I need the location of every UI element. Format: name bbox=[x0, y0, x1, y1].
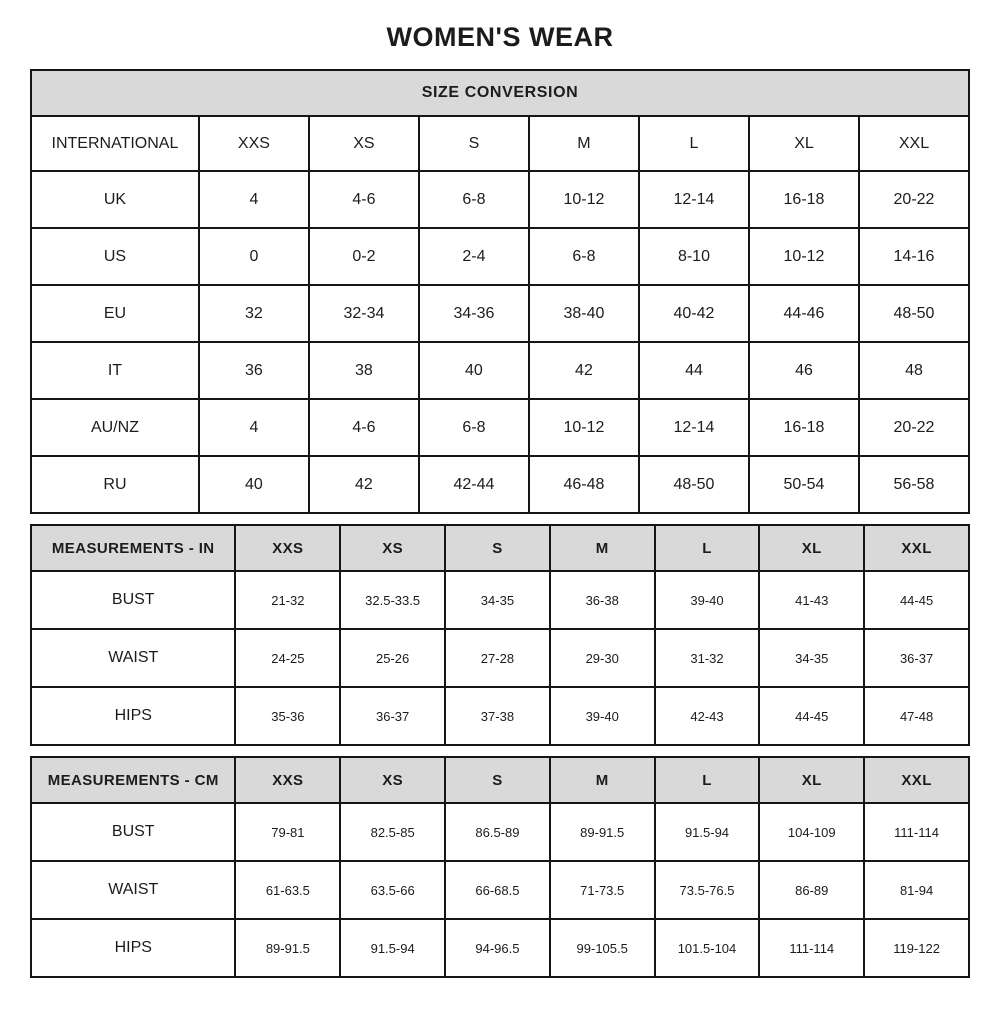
size-conversion-header-size-l: L bbox=[639, 116, 749, 171]
size-conversion-cell: 56-58 bbox=[859, 456, 969, 513]
measurements-in-cell: 21-32 bbox=[235, 571, 340, 629]
measurements-in-header-size-xxs: XXS bbox=[235, 525, 340, 571]
size-conversion-row-label: AU/NZ bbox=[31, 399, 199, 456]
measurements-in-cell: 41-43 bbox=[759, 571, 864, 629]
measurements-in-cell: 42-43 bbox=[655, 687, 760, 745]
table-row bbox=[31, 399, 969, 456]
size-conversion-header-row bbox=[31, 116, 969, 171]
measurements-cm-cell: 91.5-94 bbox=[340, 919, 445, 977]
size-conversion-cell: 16-18 bbox=[749, 399, 859, 456]
measurements-cm-header-size-s: S bbox=[445, 757, 550, 803]
measurements-cm-header-label: MEASUREMENTS - CM bbox=[31, 757, 235, 803]
measurements-cm-cell: 91.5-94 bbox=[655, 803, 760, 861]
size-conversion-row-label: IT bbox=[31, 342, 199, 399]
size-conversion-cell: 20-22 bbox=[859, 399, 969, 456]
size-conversion-cell: 0-2 bbox=[309, 228, 419, 285]
measurements-cm-header-size-xxs: XXS bbox=[235, 757, 340, 803]
table-row bbox=[31, 171, 969, 228]
measurements-in-cell: 36-37 bbox=[864, 629, 969, 687]
measurements-in-header-size-xxl: XXL bbox=[864, 525, 969, 571]
table-row bbox=[31, 687, 969, 745]
measurements-cm-cell: 89-91.5 bbox=[235, 919, 340, 977]
table-row bbox=[31, 456, 969, 513]
size-conversion-table bbox=[30, 69, 970, 514]
size-conversion-header-size-xxs: XXS bbox=[199, 116, 309, 171]
measurements-cm-cell: 79-81 bbox=[235, 803, 340, 861]
size-conversion-cell: 38 bbox=[309, 342, 419, 399]
measurements-in-cell: 29-30 bbox=[550, 629, 655, 687]
table-row bbox=[31, 861, 969, 919]
measurements-cm-cell: 99-105.5 bbox=[550, 919, 655, 977]
measurements-cm-header-size-xs: XS bbox=[340, 757, 445, 803]
size-conversion-cell: 34-36 bbox=[419, 285, 529, 342]
size-conversion-cell: 42 bbox=[309, 456, 419, 513]
measurements-cm-row-label: WAIST bbox=[31, 861, 235, 919]
measurements-cm-table bbox=[30, 756, 970, 978]
measurements-in-row-label: BUST bbox=[31, 571, 235, 629]
measurements-cm-header-size-xxl: XXL bbox=[864, 757, 969, 803]
measurements-in-header-size-m: M bbox=[550, 525, 655, 571]
page-title: WOMEN'S WEAR bbox=[386, 22, 614, 52]
table-row bbox=[31, 342, 969, 399]
measurements-in-cell: 34-35 bbox=[759, 629, 864, 687]
measurements-cm-cell: 104-109 bbox=[759, 803, 864, 861]
measurements-cm-cell: 89-91.5 bbox=[550, 803, 655, 861]
size-conversion-cell: 36 bbox=[199, 342, 309, 399]
measurements-in-header-label: MEASUREMENTS - IN bbox=[31, 525, 235, 571]
size-conversion-cell: 10-12 bbox=[529, 399, 639, 456]
size-conversion-cell: 6-8 bbox=[529, 228, 639, 285]
measurements-in-header-size-xl: XL bbox=[759, 525, 864, 571]
measurements-in-cell: 36-37 bbox=[340, 687, 445, 745]
table-row bbox=[31, 803, 969, 861]
measurements-cm-cell: 66-68.5 bbox=[445, 861, 550, 919]
measurements-in-cell: 36-38 bbox=[550, 571, 655, 629]
table-row bbox=[31, 919, 969, 977]
measurements-cm-cell: 73.5-76.5 bbox=[655, 861, 760, 919]
size-conversion-cell: 4 bbox=[199, 171, 309, 228]
measurements-cm-header-size-xl: XL bbox=[759, 757, 864, 803]
size-conversion-cell: 48 bbox=[859, 342, 969, 399]
measurements-cm-cell: 111-114 bbox=[759, 919, 864, 977]
size-conversion-cell: 32 bbox=[199, 285, 309, 342]
size-conversion-row-label: RU bbox=[31, 456, 199, 513]
size-conversion-cell: 32-34 bbox=[309, 285, 419, 342]
measurements-cm-header-size-l: L bbox=[655, 757, 760, 803]
size-conversion-cell: 48-50 bbox=[639, 456, 749, 513]
size-conversion-header-size-xl: XL bbox=[749, 116, 859, 171]
measurements-in-cell: 39-40 bbox=[550, 687, 655, 745]
size-conversion-row-label: US bbox=[31, 228, 199, 285]
measurements-cm-header-row bbox=[31, 757, 969, 803]
table-row bbox=[31, 285, 969, 342]
measurements-in-cell: 39-40 bbox=[655, 571, 760, 629]
measurements-in-table bbox=[30, 524, 970, 746]
measurements-in-cell: 44-45 bbox=[864, 571, 969, 629]
size-conversion-cell: 44-46 bbox=[749, 285, 859, 342]
size-conversion-cell: 2-4 bbox=[419, 228, 529, 285]
size-conversion-cell: 40 bbox=[419, 342, 529, 399]
measurements-in-cell: 32.5-33.5 bbox=[340, 571, 445, 629]
size-conversion-cell: 20-22 bbox=[859, 171, 969, 228]
measurements-in-cell: 31-32 bbox=[655, 629, 760, 687]
size-conversion-cell: 4-6 bbox=[309, 171, 419, 228]
measurements-cm-cell: 61-63.5 bbox=[235, 861, 340, 919]
table-row bbox=[31, 228, 969, 285]
size-conversion-cell: 46-48 bbox=[529, 456, 639, 513]
measurements-in-row-label: HIPS bbox=[31, 687, 235, 745]
measurements-cm-cell: 71-73.5 bbox=[550, 861, 655, 919]
size-conversion-cell: 48-50 bbox=[859, 285, 969, 342]
size-conversion-cell: 6-8 bbox=[419, 171, 529, 228]
measurements-in-cell: 25-26 bbox=[340, 629, 445, 687]
table-row bbox=[31, 571, 969, 629]
size-conversion-cell: 40-42 bbox=[639, 285, 749, 342]
size-conversion-title: SIZE CONVERSION bbox=[31, 70, 969, 116]
measurements-in-header-size-l: L bbox=[655, 525, 760, 571]
size-conversion-cell: 4 bbox=[199, 399, 309, 456]
measurements-in-header-size-s: S bbox=[445, 525, 550, 571]
size-conversion-cell: 12-14 bbox=[639, 171, 749, 228]
size-conversion-row-label: EU bbox=[31, 285, 199, 342]
measurements-in-header-size-xs: XS bbox=[340, 525, 445, 571]
size-conversion-cell: 12-14 bbox=[639, 399, 749, 456]
size-conversion-cell: 4-6 bbox=[309, 399, 419, 456]
measurements-cm-cell: 81-94 bbox=[864, 861, 969, 919]
size-conversion-cell: 40 bbox=[199, 456, 309, 513]
measurements-in-row-label: WAIST bbox=[31, 629, 235, 687]
measurements-cm-cell: 111-114 bbox=[864, 803, 969, 861]
measurements-cm-cell: 63.5-66 bbox=[340, 861, 445, 919]
measurements-in-cell: 35-36 bbox=[235, 687, 340, 745]
measurements-in-cell: 47-48 bbox=[864, 687, 969, 745]
measurements-in-header-row bbox=[31, 525, 969, 571]
size-conversion-cell: 0 bbox=[199, 228, 309, 285]
measurements-cm-row-label: BUST bbox=[31, 803, 235, 861]
measurements-in-cell: 44-45 bbox=[759, 687, 864, 745]
size-conversion-cell: 42-44 bbox=[419, 456, 529, 513]
measurements-cm-cell: 94-96.5 bbox=[445, 919, 550, 977]
size-conversion-row-label: UK bbox=[31, 171, 199, 228]
measurements-in-cell: 37-38 bbox=[445, 687, 550, 745]
measurements-cm-cell: 86.5-89 bbox=[445, 803, 550, 861]
size-conversion-cell: 10-12 bbox=[749, 228, 859, 285]
measurements-cm-cell: 86-89 bbox=[759, 861, 864, 919]
measurements-cm-cell: 101.5-104 bbox=[655, 919, 760, 977]
size-conversion-header-size-m: M bbox=[529, 116, 639, 171]
measurements-in-cell: 34-35 bbox=[445, 571, 550, 629]
table-row bbox=[31, 629, 969, 687]
measurements-in-cell: 27-28 bbox=[445, 629, 550, 687]
measurements-cm-header-size-m: M bbox=[550, 757, 655, 803]
size-conversion-cell: 38-40 bbox=[529, 285, 639, 342]
size-conversion-header-label: INTERNATIONAL bbox=[31, 116, 199, 171]
size-conversion-cell: 8-10 bbox=[639, 228, 749, 285]
size-conversion-header-size-xs: XS bbox=[309, 116, 419, 171]
size-conversion-cell: 42 bbox=[529, 342, 639, 399]
measurements-in-cell: 24-25 bbox=[235, 629, 340, 687]
size-conversion-cell: 50-54 bbox=[749, 456, 859, 513]
size-conversion-header-size-xxl: XXL bbox=[859, 116, 969, 171]
size-conversion-cell: 16-18 bbox=[749, 171, 859, 228]
size-conversion-cell: 6-8 bbox=[419, 399, 529, 456]
measurements-cm-row-label: HIPS bbox=[31, 919, 235, 977]
size-conversion-cell: 14-16 bbox=[859, 228, 969, 285]
measurements-cm-cell: 82.5-85 bbox=[340, 803, 445, 861]
size-conversion-header-size-s: S bbox=[419, 116, 529, 171]
size-conversion-cell: 46 bbox=[749, 342, 859, 399]
measurements-cm-cell: 119-122 bbox=[864, 919, 969, 977]
size-conversion-cell: 44 bbox=[639, 342, 749, 399]
size-conversion-cell: 10-12 bbox=[529, 171, 639, 228]
